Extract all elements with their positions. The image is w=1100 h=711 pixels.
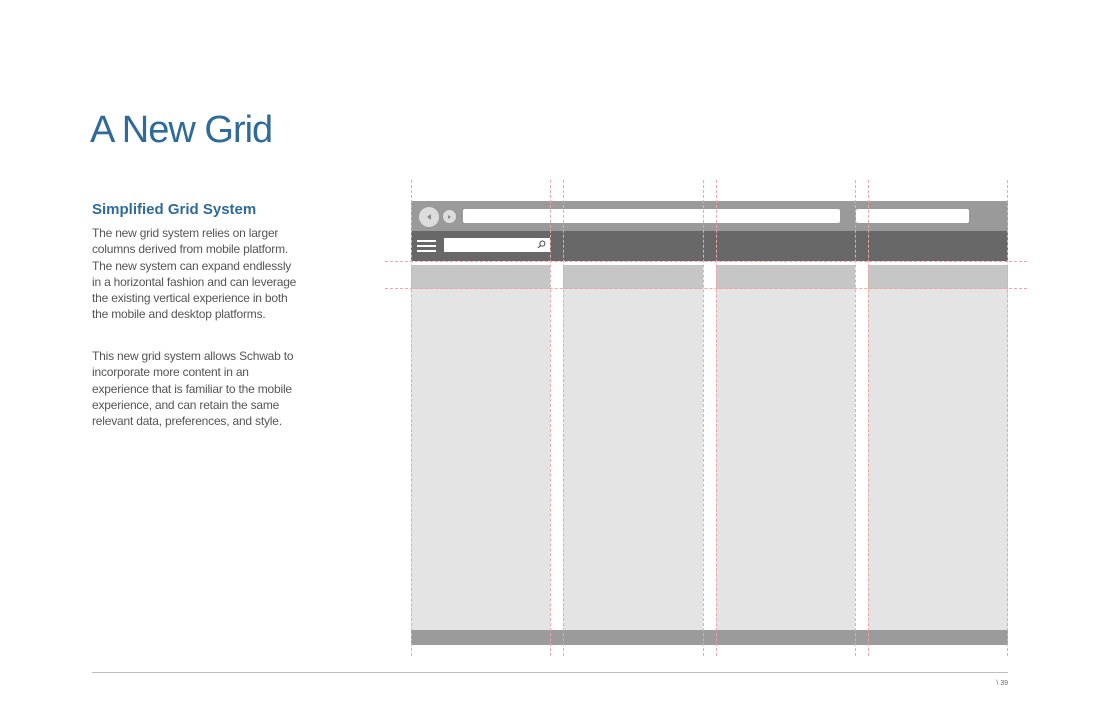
body-paragraph-1: The new grid system relies on larger columns derived from mobile platform. The new system can expand endlessly in a horizontal fashion and can leverage the existing vertical experience in both the mobile and desktop platforms. xyxy=(92,226,297,322)
grid-guide-vertical xyxy=(855,180,856,656)
footer-rule xyxy=(92,672,1008,673)
column-body-1 xyxy=(411,289,550,630)
grid-wireframe xyxy=(411,201,1008,645)
footer-bar xyxy=(411,630,1008,645)
grid-guide-horizontal xyxy=(385,288,1027,289)
grid-guide-vertical xyxy=(550,180,551,656)
grid-guide-vertical xyxy=(868,180,869,656)
grid-guide-vertical xyxy=(411,180,412,656)
forward-arrow-icon xyxy=(443,210,456,223)
page-number: \ 39 xyxy=(996,680,1008,687)
column-header-2 xyxy=(563,265,703,289)
grid-guide-vertical xyxy=(703,180,704,656)
grid-guide-vertical xyxy=(1007,180,1008,656)
column-body-3 xyxy=(716,289,855,630)
section-heading: Simplified Grid System xyxy=(92,201,257,218)
browser-search-field xyxy=(856,209,969,223)
browser-url-field xyxy=(463,209,840,223)
column-header-3 xyxy=(716,265,855,289)
column-header-4 xyxy=(868,265,1008,289)
browser-toolbar xyxy=(411,201,1008,231)
app-search-field xyxy=(444,238,550,252)
search-icon xyxy=(537,240,546,249)
grid-guide-vertical xyxy=(716,180,717,656)
column-header-1 xyxy=(411,265,550,289)
back-arrow-icon xyxy=(419,207,439,227)
grid-guide-vertical xyxy=(563,180,564,656)
body-paragraph-2: This new grid system allows Schwab to incorporate more content in an experience that is familiar to the mobile experience, and can retain the same relevant data, preferences, and style. xyxy=(92,349,294,429)
page-title: A New Grid xyxy=(90,109,273,151)
hamburger-menu-icon xyxy=(417,240,436,252)
grid-guide-horizontal xyxy=(385,261,1027,262)
column-body-2 xyxy=(563,289,703,630)
column-body-4 xyxy=(868,289,1008,630)
